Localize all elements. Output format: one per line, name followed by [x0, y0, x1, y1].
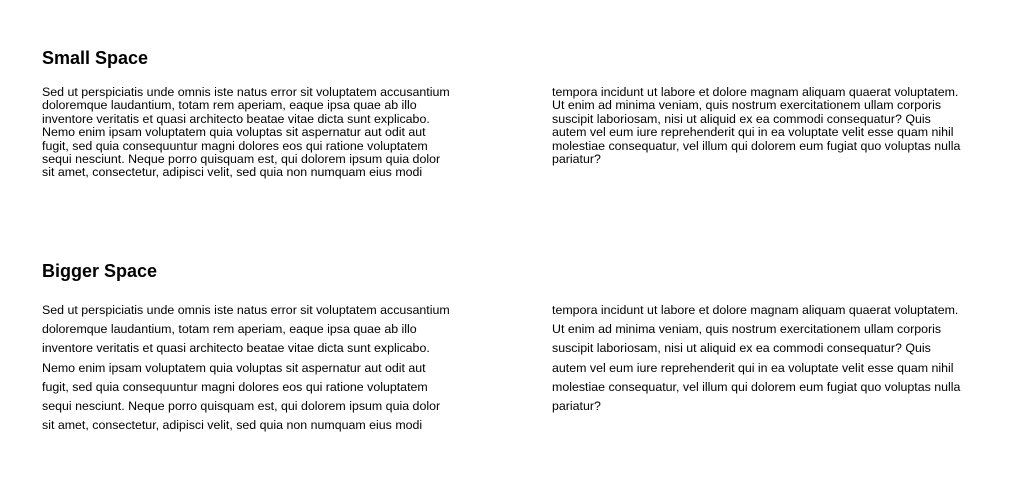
- right-column-text: tempora incidunt ut labore et dolore magnam aliquam quaerat voluptatem. Ut enim ad minima veniam, quis nostrum exercitationem ullam corporis suscipit laboriosam, nisi ut aliquid ex ea commodi consequatur? Quis autem vel eum iure reprehenderit qui in ea voluptate velit esse quam nihil molestiae consequatur, vel illum qui dolorem eum fugiat quo voluptas nulla pariatur?: [552, 303, 961, 414]
- section-heading: Small Space: [42, 48, 149, 68]
- section-heading: Bigger Space: [42, 261, 158, 281]
- small-space-section: [42, 47, 982, 180]
- left-column-text: Sed ut perspiciatis unde omnis iste natus error sit voluptatem accusantium doloremque laudantium, totam rem aperiam, eaque ipsa quae ab illo inventore veritatis et quasi architecto beatae vitae dicta sunt explicabo. Nemo enim ipsam voluptatem quia voluptas sit aspernatur aut odit aut fugit, sed quia consequuntur magni dolores eos qui ratione voluptatem sequi nesciunt. Neque porro quisquam est, qui dolorem ipsum quia dolor sit amet, consectetur, adipisci velit, sed quia non numquam eius modi: [42, 85, 450, 180]
- two-column-text: [42, 86, 982, 180]
- left-column-text: Sed ut perspiciatis unde omnis iste natus error sit voluptatem accusantium doloremque laudantium, totam rem aperiam, eaque ipsa quae ab illo inventore veritatis et quasi architecto beatae vitae dicta sunt explicabo. Nemo enim ipsam voluptatem quia voluptas sit aspernatur aut odit aut fugit, sed quia consequuntur magni dolores eos qui ratione voluptatem sequi nesciunt. Neque porro quisquam est, qui dolorem ipsum quia dolor sit amet, consectetur, adipisci velit, sed quia non numquam eius modi: [42, 303, 450, 433]
- bigger-space-section: [42, 260, 982, 435]
- two-column-text: [42, 301, 982, 435]
- right-column-text: tempora incidunt ut labore et dolore magnam aliquam quaerat voluptatem. Ut enim ad minima veniam, quis nostrum exercitationem ullam corporis suscipit laboriosam, nisi ut aliquid ex ea commodi consequatur? Quis autem vel eum iure reprehenderit qui in ea voluptate velit esse quam nihil molestiae consequatur, vel illum qui dolorem eum fugiat quo voluptas nulla pariatur?: [552, 85, 961, 167]
